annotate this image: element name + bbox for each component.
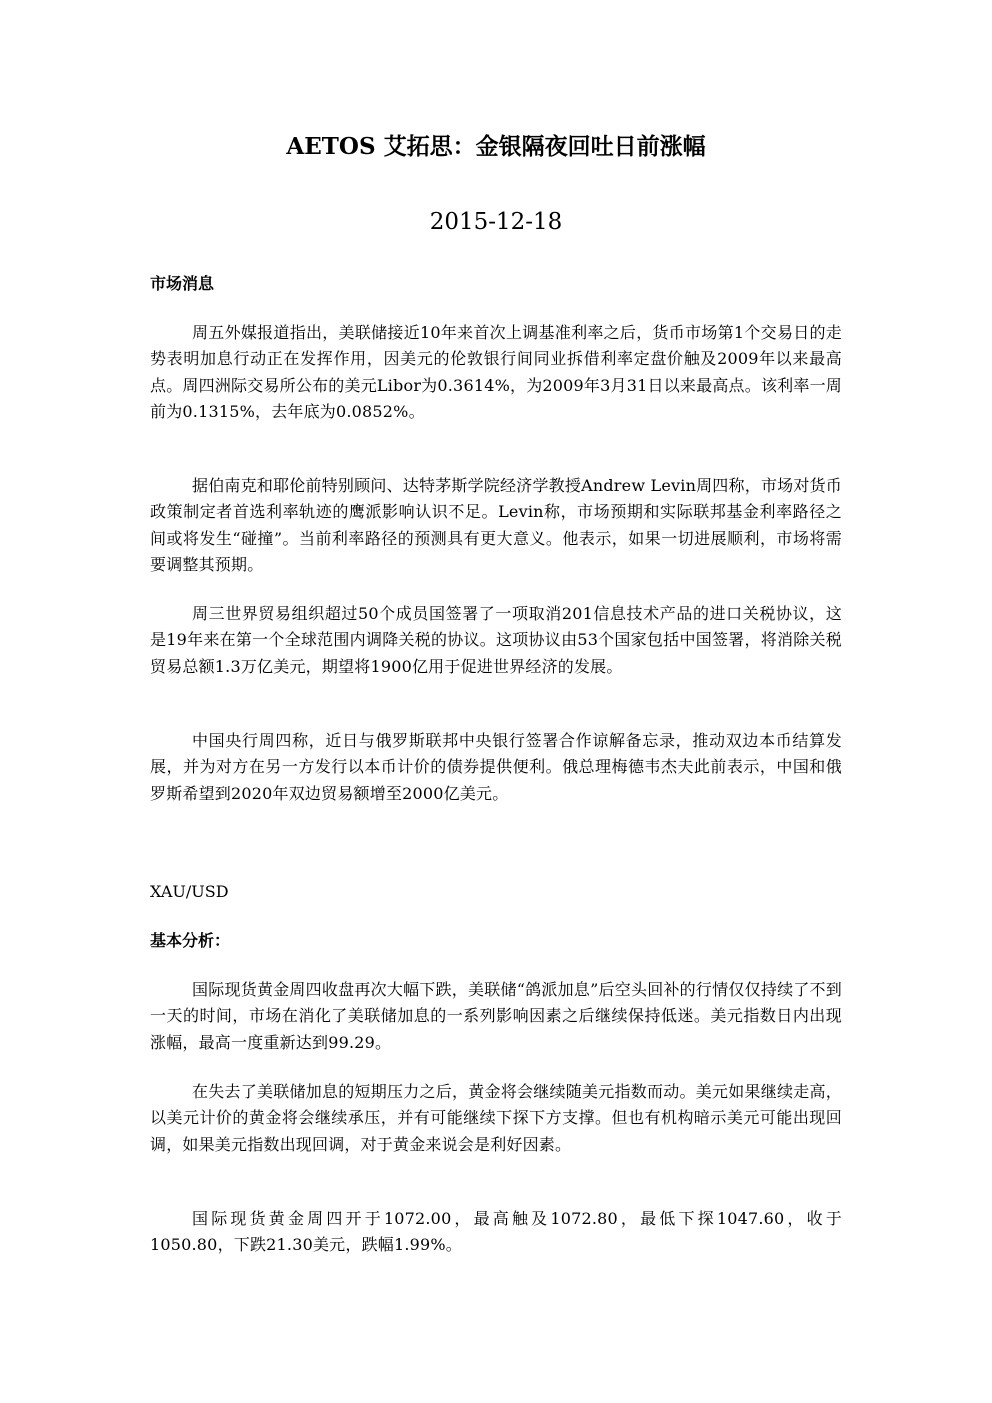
document-date: 2015-12-18 xyxy=(429,209,563,235)
market-news-paragraph-2: 据伯南克和耶伦前特别顾问、达特茅斯学院经济学教授Andrew Levin周四称，市场对货币政策制定者首选利率轨迹的鹰派影响认识不足。Levin称，市场预期和实际联邦基金利率路径之间或将发生“碰撞”。当前利率路径的预测具有更大意义。他表示，如果一切进展顺利，市场将需要调整其预期。 xyxy=(150,476,842,575)
market-news-heading: 市场消息 xyxy=(150,274,215,293)
market-news-paragraph-3: 周三世界贸易组织超过50个成员国签署了一项取消201信息技术产品的进口关税协议，这是19年来在第一个全球范围内调降关税的协议。这项协议由53个国家包括中国签署，将消除关税贸易总额1.3万亿美元，期望将1900亿用于促进世界经济的发展。 xyxy=(150,604,842,676)
fundamental-analysis-heading: 基本分析： xyxy=(150,931,231,950)
market-news-paragraph-1: 周五外媒报道指出，美联储接近10年来首次上调基准利率之后，货币市场第1个交易日的走势表明加息行动正在发挥作用，因美元的伦敦银行间同业拆借利率定盘价触及2009年以来最高点。周四洲际交易所公布的美元Libor为0.3614%，为2009年3月31日以来最高点。该利率一周前为0.1315%，去年底为0.0852%。 xyxy=(150,323,842,422)
document-title: AETOS 艾拓思：金银隔夜回吐日前涨幅 xyxy=(286,133,706,160)
market-news-paragraph-4: 中国央行周四称，近日与俄罗斯联邦中央银行签署合作谅解备忘录，推动双边本币结算发展，并为对方在另一方发行以本币计价的债券提供便利。俄总理梅德韦杰夫此前表示，中国和俄罗斯希望到2020年双边贸易额增至2000亿美元。 xyxy=(150,731,842,803)
xau-usd-heading: XAU/USD xyxy=(150,882,229,901)
fundamental-paragraph-1: 国际现货黄金周四收盘再次大幅下跌，美联储“鸽派加息”后空头回补的行情仅仅持续了不到一天的时间，市场在消化了美联储加息的一系列影响因素之后继续保持低迷。美元指数日内出现涨幅，最高一度重新达到99.29。 xyxy=(150,980,842,1052)
fundamental-paragraph-2: 在失去了美联储加息的短期压力之后，黄金将会继续随美元指数而动。美元如果继续走高，以美元计价的黄金将会继续承压，并有可能继续下探下方支撑。但也有机构暗示美元可能出现回调，如果美元指数出现回调，对于黄金来说会是利好因素。 xyxy=(150,1082,842,1154)
fundamental-paragraph-3: 国际现货黄金周四开于1072.00，最高触及1072.80，最低下探1047.60，收于1050.80，下跌21.30美元，跌幅1.99%。 xyxy=(150,1209,842,1255)
